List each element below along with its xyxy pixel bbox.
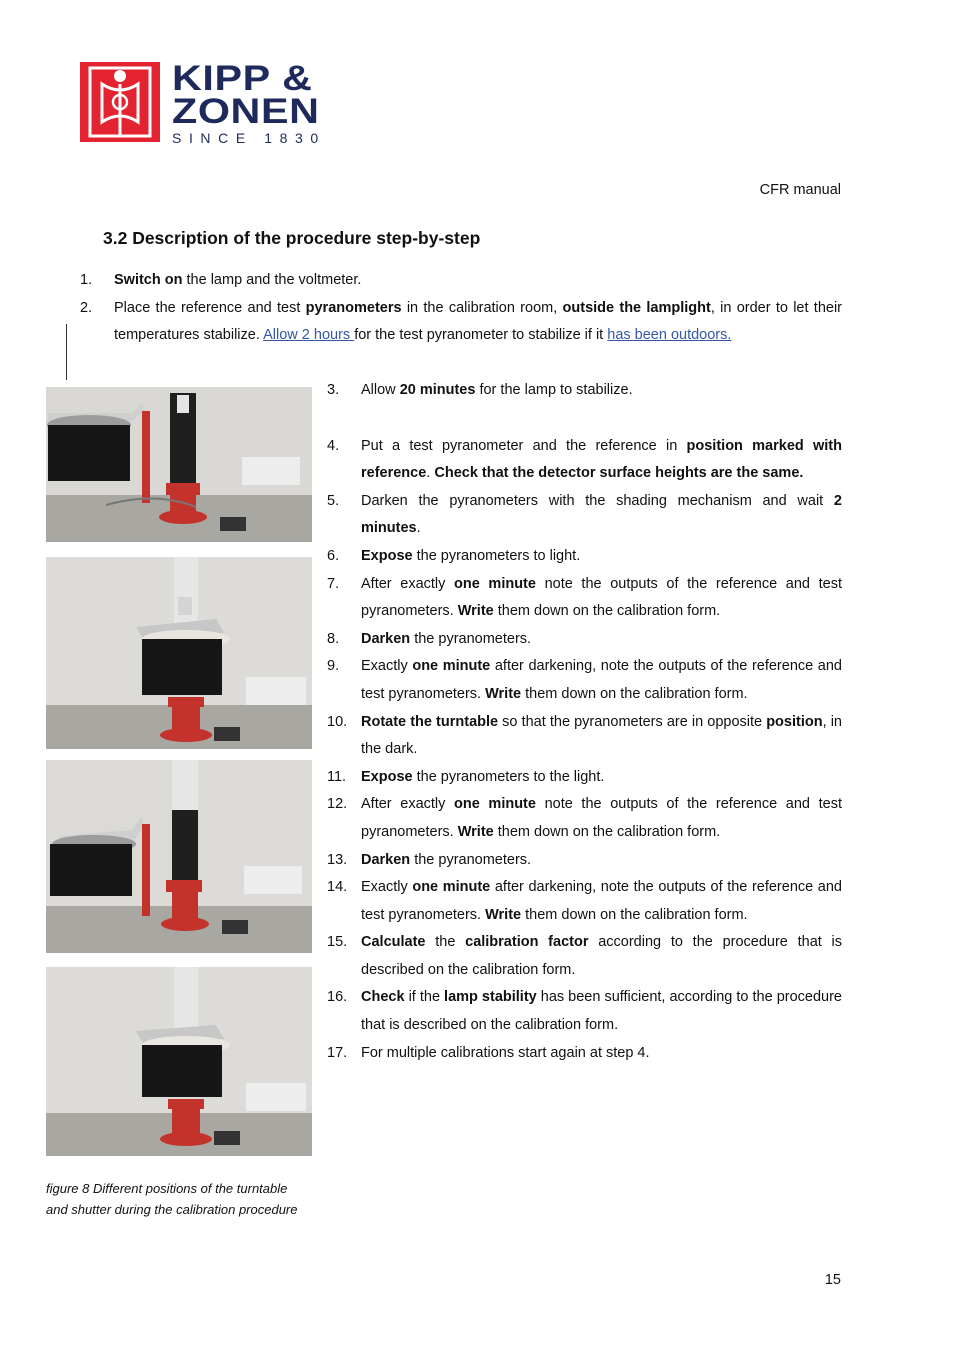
allow-2-hours-link[interactable]: Allow 2 hours — [263, 327, 355, 343]
logo-line-1: KIPP & — [172, 59, 313, 98]
figure-caption: figure 8 Different positions of the turntable and shutter during the calibration procedure — [46, 1181, 298, 1217]
list-item: 8. Darken the pyranometers. — [327, 630, 532, 647]
list-item: 2. Place the reference and test pyranometers in the calibration room, outside the lamplight, in order to let their temperatures stabilize. Allow 2 hours for the test pyranometer to stabilize if it has been outdoors. — [80, 299, 843, 343]
logo-line-2: ZONEN — [172, 92, 320, 131]
list-item: 12. After exactly one minute note the outputs of the reference and test pyranometers. Write them down on the calibration form. — [327, 796, 842, 840]
list-item: 17. For multiple calibrations start again at step 4. — [327, 1044, 650, 1061]
logo-text — [172, 59, 326, 146]
logo-line-3: SINCE 1830 — [172, 130, 326, 146]
list-item: 4. Put a test pyranometer and the reference in position marked with reference. Check that the detector surface heights are the same. — [327, 437, 842, 482]
change-bar — [66, 324, 67, 380]
photo-position-1 — [46, 387, 312, 542]
step-list — [327, 377, 842, 1067]
list-item: 5. Darken the pyranometers with the shading mechanism and wait 2 minutes. — [327, 492, 842, 537]
list-item: 9. Exactly one minute after darkening, note the outputs of the reference and test pyranometers. Write them down on the calibration form. — [327, 658, 842, 702]
list-item: 6. Expose the pyranometers to light. — [327, 547, 581, 564]
list-item: 1. Switch on the lamp and the voltmeter. — [80, 272, 362, 288]
logo-emblem-icon — [80, 62, 160, 142]
photo-position-2 — [46, 557, 312, 749]
list-item: 16. Check if the lamp stability has been sufficient, according to the procedure that is described on the calibration form. — [327, 989, 842, 1034]
company-logo — [80, 59, 342, 146]
list-item: 10. Rotate the turntable so that the pyranometers are in opposite position, in the dark. — [327, 713, 843, 758]
photo-position-4 — [46, 967, 312, 1156]
section-title: 3.2 Description of the procedure step-by-step — [103, 228, 481, 248]
has-been-outdoors-link[interactable]: has been outdoors. — [607, 327, 732, 343]
list-item: 7. After exactly one minute note the outputs of the reference and test pyranometers. Write them down on the calibration form. — [327, 575, 842, 620]
top-step-list — [80, 267, 842, 350]
list-item: 13. Darken the pyranometers. — [327, 851, 532, 868]
photo-position-3 — [46, 760, 312, 953]
list-item: 3. Allow 20 minutes for the lamp to stabilize. — [327, 382, 633, 398]
list-item: 11. Expose the pyranometers to the light. — [327, 768, 605, 785]
list-item: 14. Exactly one minute after darkening, note the outputs of the reference and test pyranometers. Write them down on the calibration form. — [327, 879, 842, 923]
document-header: CFR manual — [759, 182, 841, 198]
page-number: 15 — [824, 1272, 841, 1288]
list-item: 15. Calculate the calibration factor according to the procedure that is described on the calibration form. — [327, 934, 842, 978]
